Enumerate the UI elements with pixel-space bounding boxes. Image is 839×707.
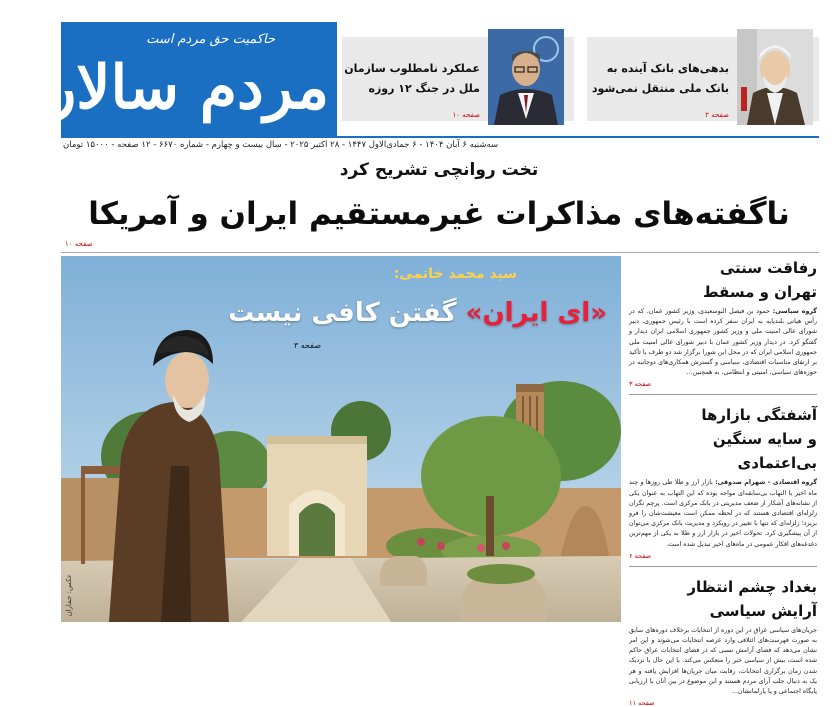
right-column bbox=[629, 256, 817, 707]
lead-kicker: تخت روانچی تشریح کرد bbox=[339, 160, 539, 180]
teaser-headline: بدهی‌های بانک آینده به بانک ملی منتقل نمی‌شود bbox=[591, 62, 729, 95]
article-title: و سایه سنگین بی‌اعتمادی bbox=[712, 430, 817, 473]
newspaper-logo: مردم سالاری bbox=[0, 53, 329, 123]
column-divider bbox=[629, 566, 817, 567]
article-title: آشفتگی بازارها bbox=[701, 406, 817, 425]
article-page-ref: صفحه ۶ bbox=[629, 551, 652, 560]
article-baghdad[interactable] bbox=[629, 575, 817, 707]
photo-quote-rest: گفتن کافی نیست bbox=[228, 298, 466, 328]
article-lead-label: گروه سیاسی: bbox=[772, 308, 817, 315]
article-lead-label: گروه اقتصادی - شهرام صدوقی: bbox=[715, 479, 817, 487]
article-title: تهران و مسقط bbox=[703, 283, 817, 301]
article-page-ref: صفحه ۱۱ bbox=[629, 699, 655, 707]
article-body: گروه سیاسی: حمود بن فیصل البوسعیدی، وزیر کشور عمان، که در رأس هیاتی بلندپایه به ایران سفر کرده است با رئیس جمهوری، دبیر شورای عالی امنیت ملی و وزیر کشور جمهوری اسلامی ایران دیدار و گفتگو کرد. در دیدار وزیر کشور عمان با دبیر شورای عالی امنیت ملی جمهوری اسلامی ایران که در محل این شورا برگزار شد دو طرف با تأکید بر ارتقای مناسبات اقتصادی، سیاسی و گسترش همکاری‌های دوجانبه در حوزه‌های سیاسی، امنیتی و انتظامی، به همچنین... bbox=[629, 308, 817, 377]
article-title: رفاقت سنتی bbox=[719, 259, 817, 277]
column-divider bbox=[629, 394, 817, 395]
article-market-turmoil[interactable] bbox=[629, 403, 817, 559]
cleric-portrait-icon bbox=[737, 29, 813, 125]
lead-headline[interactable]: ناگفته‌های مذاکرات غیرمستقیم ایران و آمریکا bbox=[88, 196, 790, 232]
article-title: آرایش سیاسی bbox=[709, 601, 817, 620]
teaser-bank-debts[interactable] bbox=[587, 37, 819, 121]
article-page-ref: صفحه ۳ bbox=[629, 380, 652, 389]
teaser-photo-diplomat bbox=[488, 29, 564, 125]
photo-quote[interactable] bbox=[228, 298, 607, 328]
teaser-page-ref: صفحه ۲ bbox=[705, 111, 729, 119]
dateline: سه‌شنبه ۶ آبان ۱۴۰۴ - ۶ جمادی‌الاول ۱۴۴۷ - ۲۸ اکتبر ۲۰۲۵ - سال بیست و چهارم - شماره ۶۶۷۰ - ۱۲ صفحه - ۱۵۰۰۰ تومان bbox=[63, 140, 499, 150]
article-body: جریان‌های سیاسی عراق در این دوره از انتخابات برخلاف دوره‌های سابق به صورت فهرست‌های ائتلافی وارد عرصه انتخابات می‌شوند و این امر نشان می‌دهد که فضای آرامش نسبی که در فضای انتخابات عراق حاکم شده است، بیش از سیاسی خبر را منعکس می‌کند. با این حال با نزدیک شدن زمان برگزاری انتخابات، رقابت میان جریان‌ها افزایش یافته و هر یک به دنبال جلب آرای مردم هستند و این موضوع در بین آنان با ارزیابی پایگاه اجتماعی و یا پارلمانشان... bbox=[629, 626, 817, 696]
lead-page-ref: صفحه ۱۰ bbox=[65, 240, 93, 248]
article-body: گروه اقتصادی - شهرام صدوقی: بازار ارز و طلا طی روزها و چند ماه اخیر با التهاب بی‌سابقه‌ای مواجه بوده که این التهاب به عنوان یکی از نشانه‌های آشکار از ضعف مدیریتی در بانک مرکزی است. پرچم نگران زلزله‌ای اقتصادی هستند که در لحظه ممکن است معیشت‌شان را فرو بریزد؛ زلزله‌ای که تنها با تغییر در رویکرد و مدیریت بانک مرکزی می‌توان از آن پیشگیری کرد. تحولات اخیر در بازار ارز و طلا به یکی از مهم‌ترین دغدغه‌های افکار عمومی در ماه‌های اخیر تبدیل شده است. bbox=[629, 479, 817, 548]
photo-speaker-name: سید محمد خاتمی: bbox=[393, 266, 517, 282]
diplomat-portrait-icon bbox=[488, 29, 564, 125]
masthead-slogan: حاکمیت حق مردم است bbox=[146, 32, 275, 47]
teaser-headline: عملکرد نامطلوب سازمان ملل در جنگ ۱۲ روزه bbox=[344, 62, 480, 95]
main-photo[interactable] bbox=[61, 256, 621, 622]
article-tehran-muscat[interactable] bbox=[629, 256, 817, 388]
teaser-page-ref: صفحه ۱۰ bbox=[452, 111, 480, 119]
photo-quote-highlight: «ای ایران» bbox=[465, 298, 607, 328]
photo-credit: عکس: جماران bbox=[65, 574, 73, 617]
article-title: بغداد چشم انتظار bbox=[687, 577, 817, 596]
teaser-un-performance[interactable] bbox=[342, 37, 574, 121]
teaser-photo-official bbox=[737, 29, 813, 125]
photo-page-ref: صفحه ۳ bbox=[293, 341, 321, 350]
headline-divider bbox=[61, 252, 819, 253]
masthead bbox=[0, 22, 337, 136]
